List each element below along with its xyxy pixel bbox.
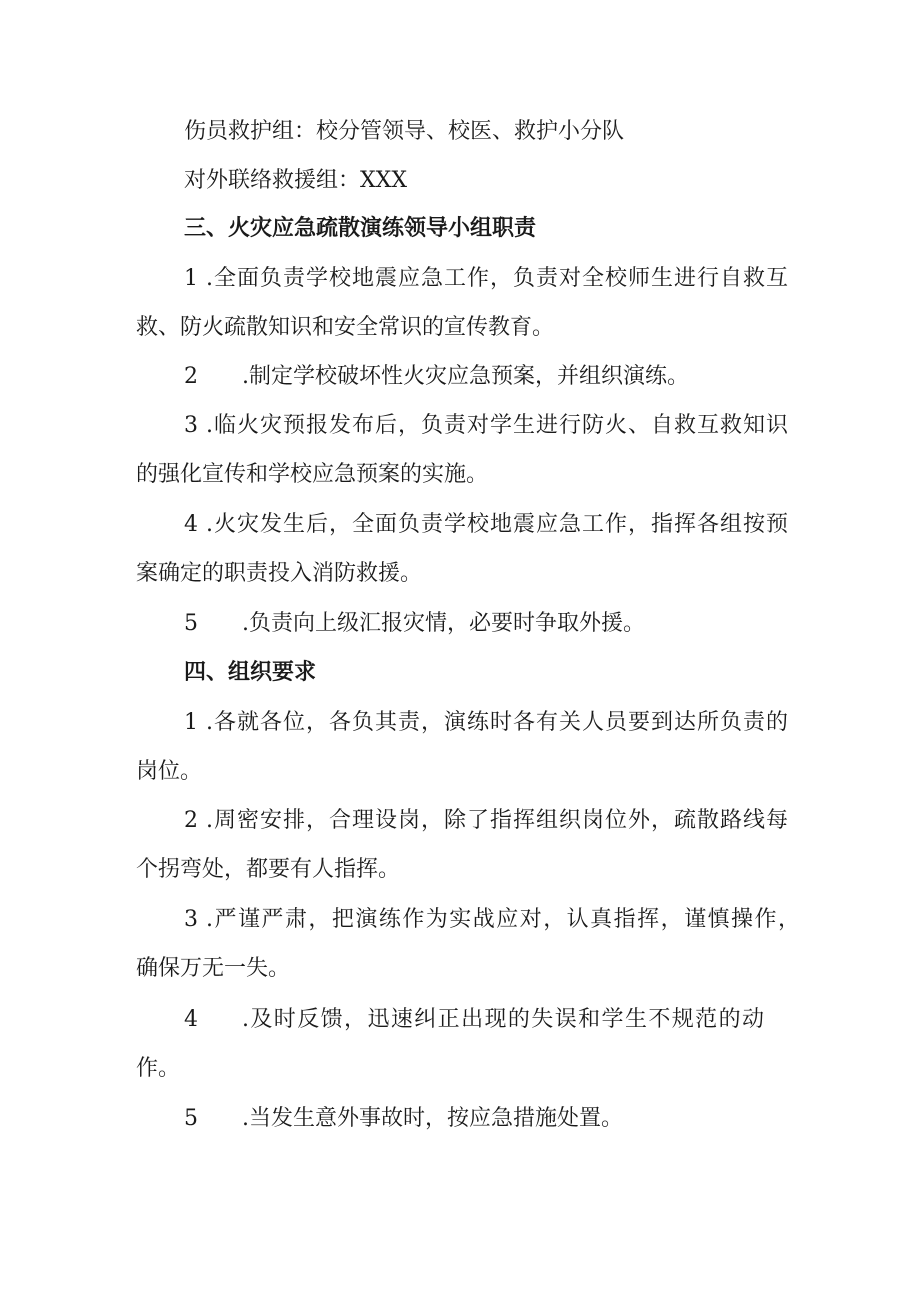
item-text: .负责向上级汇报灾情，必要时争取外援。 <box>242 611 645 636</box>
item-text-continued: 案确定的职责投入消防救援。 <box>136 561 423 586</box>
rescue-group-line: 伤员救护组：校分管领导、校医、救护小分队 <box>184 119 625 144</box>
item-text: .及时反馈，迅速纠正出现的失误和学生不规范的动 <box>242 1007 764 1032</box>
section-4-heading: 四、组织要求 <box>184 660 317 685</box>
item-text-continued: 作。 <box>136 1056 181 1081</box>
item-text: .各就各位，各负其责，演练时各有关人员要到达所负责的 <box>206 710 788 735</box>
item-number: 5 <box>184 611 198 636</box>
item-text: .全面负责学校地震应急工作，负责对全校师生进行自救互 <box>206 266 788 291</box>
item-text: .周密安排，合理设岗，除了指挥组织岗位外，疏散路线每 <box>206 808 788 833</box>
item-text: .当发生意外事故时，按应急措施处置。 <box>242 1106 623 1131</box>
item-text: .严谨严肃，把演练作为实战应对，认真指挥，谨慎操作， <box>206 907 800 932</box>
item-number: 3 <box>184 907 198 932</box>
item-number: 3 <box>184 413 198 438</box>
item-text-continued: 确保万无一失。 <box>136 956 291 981</box>
item-text-continued: 的强化宣传和学校应急预案的实施。 <box>136 462 489 487</box>
liaison-group-line: 对外联络救援组：XXX <box>184 168 407 193</box>
item-text: .火灾发生后，全面负责学校地震应急工作，指挥各组按预 <box>206 512 788 537</box>
item-text-continued: 个拐弯处，都要有人指挥。 <box>136 857 401 882</box>
item-number: 1 <box>184 266 198 291</box>
item-text-continued: 救、防火疏散知识和安全常识的宣传教育。 <box>136 315 555 340</box>
item-number: 2 <box>184 364 198 389</box>
item-number: 4 <box>184 512 198 537</box>
section-3-heading: 三、火灾应急疏散演练领导小组职责 <box>184 216 537 241</box>
item-text: .临火灾预报发布后，负责对学生进行防火、自救互救知识 <box>206 413 788 438</box>
item-number: 1 <box>184 710 198 735</box>
item-number: 4 <box>184 1007 198 1032</box>
item-number: 2 <box>184 808 198 833</box>
item-text: .制定学校破坏性火灾应急预案，并组织演练。 <box>242 364 689 389</box>
item-number: 5 <box>184 1106 198 1131</box>
item-text-continued: 岗位。 <box>136 759 203 784</box>
